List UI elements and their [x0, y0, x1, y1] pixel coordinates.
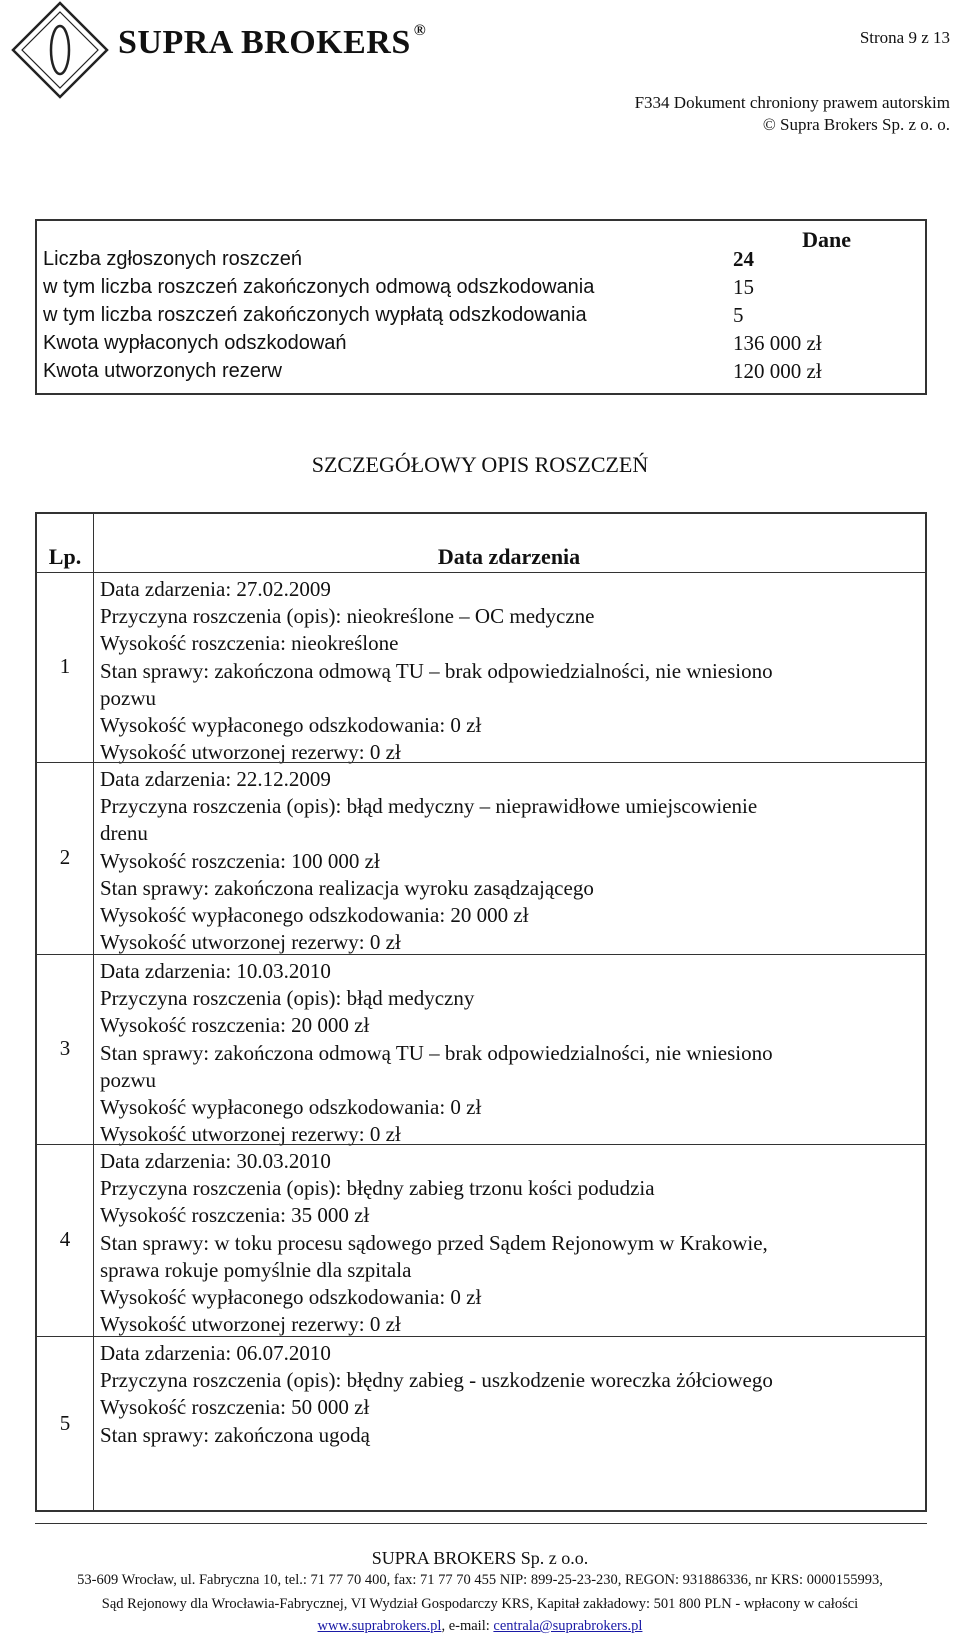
summary-row-label: Liczba zgłoszonych roszczeń — [43, 248, 303, 270]
claim-detail-line: Data zdarzenia: 22.12.2009 — [100, 767, 331, 791]
claim-number: 5 — [59, 1411, 71, 1435]
summary-row-value: 24 — [733, 247, 754, 271]
claim-detail-line: Data zdarzenia: 10.03.2010 — [100, 959, 331, 983]
column-header-lp: Lp. — [48, 544, 82, 569]
claim-detail-line: Data zdarzenia: 30.03.2010 — [100, 1149, 331, 1173]
claim-number: 2 — [59, 845, 71, 869]
claim-detail-line: Wysokość roszczenia: 20 000 zł — [100, 1013, 370, 1038]
row-divider — [37, 762, 925, 763]
claim-details — [100, 1340, 915, 1449]
claim-number: 4 — [59, 1227, 71, 1251]
summary-table — [35, 219, 927, 395]
email-link[interactable]: centrala@suprabrokers.pl — [493, 1618, 643, 1634]
footer-contact — [0, 1618, 960, 1635]
footer-registration: Sąd Rejonowy dla Wrocławia-Fabrycznej, VI Wydział Gospodarczy KRS, Kapitał zakładowy: 501 800 PLN - wpłacony w całości — [101, 1596, 859, 1612]
summary-header: Dane — [802, 227, 851, 252]
claim-detail-line: Stan sprawy: zakończona ugodą — [100, 1422, 370, 1447]
claim-detail-line: Przyczyna roszczenia (opis): błąd medyczny – nieprawidłowe umiejscowienie — [100, 794, 758, 819]
copyright-line-2: © Supra Brokers Sp. z o. o. — [762, 115, 950, 134]
claim-detail-line: Wysokość utworzonej rezerwy: 0 zł — [100, 930, 401, 955]
claim-detail-line: Wysokość wypłaconego odszkodowania: 0 zł — [100, 713, 482, 738]
claim-detail-line: Wysokość wypłaconego odszkodowania: 0 zł — [100, 1095, 482, 1120]
footer-company: SUPRA BROKERS Sp. z o.o. — [371, 1548, 589, 1568]
claim-detail-line: Wysokość roszczenia: 35 000 zł — [100, 1203, 370, 1228]
claim-detail-line: pozwu — [100, 685, 156, 710]
footer-address: 53-609 Wrocław, ul. Fabryczna 10, tel.: 71 77 70 400, fax: 71 77 70 455 NIP: 899-25-23-230, REGON: 931886336, nr KRS: 0000155993, — [77, 1572, 883, 1588]
summary-row-value: 15 — [733, 275, 754, 299]
row-divider — [37, 1336, 925, 1337]
summary-row-value: 5 — [733, 303, 744, 327]
claim-detail-line: Przyczyna roszczenia (opis): nieokreślone – OC medyczne — [100, 604, 595, 629]
claim-detail-line: drenu — [100, 821, 148, 846]
claims-table — [35, 512, 927, 1512]
claim-detail-line: Przyczyna roszczenia (opis): błąd medyczny — [100, 986, 475, 1011]
copyright-note — [635, 92, 950, 136]
claim-detail-line: pozwu — [100, 1067, 156, 1092]
claim-detail-line: Stan sprawy: zakończona odmową TU – brak odpowiedzialności, nie wniesiono — [100, 1040, 773, 1065]
claim-detail-line: Wysokość utworzonej rezerwy: 0 zł — [100, 740, 401, 765]
claim-detail-line: Stan sprawy: zakończona odmową TU – brak odpowiedzialności, nie wniesiono — [100, 658, 773, 683]
logo-wordmark: SUPRA BROKERS ® — [118, 22, 427, 61]
row-divider — [37, 954, 925, 955]
claim-detail-line: Wysokość wypłaconego odszkodowania: 0 zł — [100, 1285, 482, 1310]
row-divider — [37, 1144, 925, 1145]
claim-number: 1 — [59, 654, 71, 678]
section-title: SZCZEGÓŁOWY OPIS ROSZCZEŃ — [311, 452, 649, 477]
claim-details — [100, 1148, 915, 1338]
claim-details — [100, 766, 915, 956]
claim-detail-line: Wysokość roszczenia: nieokreślone — [100, 631, 399, 656]
summary-row-label: w tym liczba roszczeń zakończonych wypłatą odszkodowania — [43, 304, 587, 326]
email-prefix: , e-mail: — [441, 1618, 494, 1634]
claim-detail-line: sprawa rokuje pomyślnie dla szpitala — [100, 1257, 412, 1282]
claim-details — [100, 958, 915, 1148]
page-number: Strona 9 z 13 — [859, 28, 950, 47]
company-logo — [10, 0, 110, 100]
claim-detail-line: Przyczyna roszczenia (opis): błędny zabieg - uszkodzenie woreczka żółciowego — [100, 1368, 773, 1393]
claim-detail-line: Wysokość roszczenia: 100 000 zł — [100, 848, 380, 873]
claim-detail-line: Stan sprawy: zakończona realizacja wyroku zasądzającego — [100, 875, 594, 900]
claim-detail-line: Stan sprawy: w toku procesu sądowego przed Sądem Rejonowym w Krakowie, — [100, 1230, 768, 1255]
summary-row-value: 136 000 zł — [733, 331, 822, 355]
claim-detail-line: Wysokość wypłaconego odszkodowania: 20 000 zł — [100, 903, 529, 928]
claim-detail-line: Przyczyna roszczenia (opis): błędny zabieg trzonu kości podudzia — [100, 1176, 655, 1201]
claim-detail-line: Wysokość utworzonej rezerwy: 0 zł — [100, 1122, 401, 1147]
claim-detail-line: Data zdarzenia: 27.02.2009 — [100, 577, 331, 601]
column-header-date: Data zdarzenia — [437, 544, 581, 569]
summary-row-value: 120 000 zł — [733, 359, 822, 383]
claim-detail-line: Wysokość roszczenia: 50 000 zł — [100, 1395, 370, 1420]
summary-row-label: w tym liczba roszczeń zakończonych odmową odszkodowania — [43, 276, 595, 298]
copyright-line-1: F334 Dokument chroniony prawem autorskim — [634, 93, 950, 112]
claim-details — [100, 576, 915, 766]
claim-detail-line: Wysokość utworzonej rezerwy: 0 zł — [100, 1312, 401, 1337]
column-divider — [93, 514, 94, 1510]
summary-row-label: Kwota wypłaconych odszkodowań — [43, 332, 347, 354]
row-divider — [37, 572, 925, 573]
website-link[interactable]: www.suprabrokers.pl — [317, 1618, 442, 1634]
claim-detail-line: Data zdarzenia: 06.07.2010 — [100, 1341, 331, 1365]
claim-number: 3 — [59, 1036, 71, 1060]
footer-divider — [35, 1523, 927, 1524]
summary-row-label: Kwota utworzonych rezerw — [43, 360, 282, 382]
